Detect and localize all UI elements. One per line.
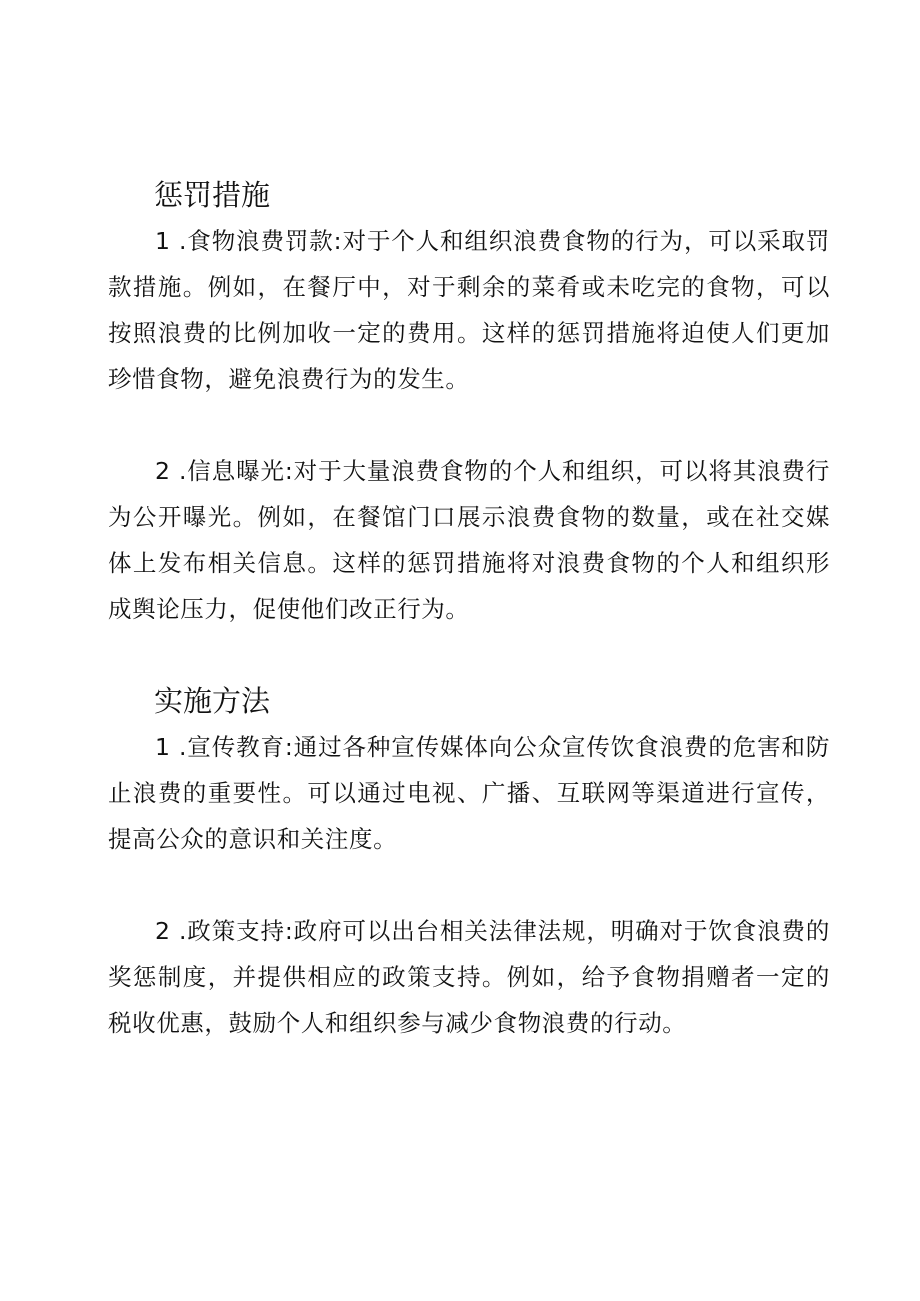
paragraph-spacer (108, 862, 830, 908)
section-spacer (108, 632, 830, 678)
item-text: .政策支持:政府可以出台相关法律法规，明确对于饮食浪费的奖惩制度，并提供相应的政策支持。例如，给予食物捐赠者一定的税收优惠，鼓励个人和组织参与减少食物浪费的行动。 (108, 917, 831, 1037)
item-text: .宣传教育:通过各种宣传媒体向公众宣传饮食浪费的危害和防止浪费的重要性。可以通过电视、广播、互联网等渠道进行宣传，提高公众的意识和关注度。 (108, 733, 831, 853)
paragraph-penalty-fine (108, 218, 830, 402)
item-number: 2 (155, 917, 171, 945)
paragraph-implementation-policy (108, 908, 830, 1046)
document-body (108, 172, 830, 1046)
section-title-implementation: 实施方法 (154, 684, 271, 718)
paragraph-spacer (108, 402, 830, 448)
item-text: .信息曝光:对于大量浪费食物的个人和组织，可以将其浪费行为公开曝光。例如，在餐馆门口展示浪费食物的数量，或在社交媒体上发布相关信息。这样的惩罚措施将对浪费食物的个人和组织形成舆论压力，促使他们改正行为。 (108, 457, 831, 623)
section-title-penalties: 惩罚措施 (154, 178, 271, 212)
item-number: 2 (155, 457, 171, 485)
paragraph-penalty-exposure (108, 448, 830, 632)
item-text: .食物浪费罚款:对于个人和组织浪费食物的行为，可以采取罚款措施。例如，在餐厅中，对于剩余的菜肴或未吃完的食物，可以按照浪费的比例加收一定的费用。这样的惩罚措施将迫使人们更加珍惜食物，避免浪费行为的发生。 (108, 227, 831, 393)
paragraph-implementation-education (108, 724, 830, 862)
item-number: 1 (155, 227, 171, 255)
item-number: 1 (155, 733, 171, 761)
